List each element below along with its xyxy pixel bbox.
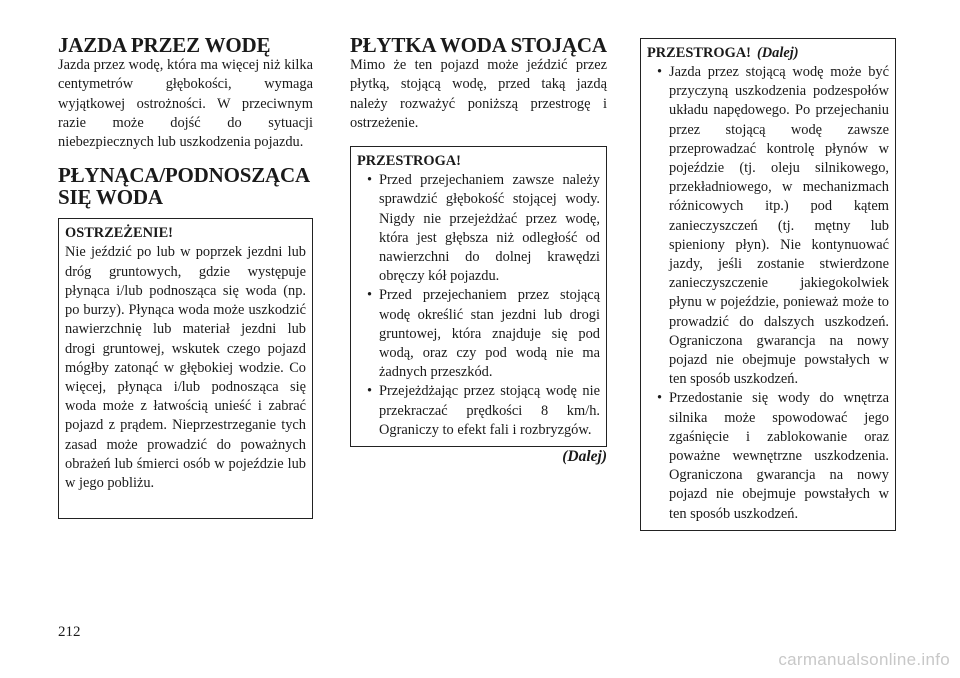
bullet-glyph: •: [657, 64, 663, 80]
left-column: [58, 34, 313, 519]
caution-box-continued: [640, 38, 896, 531]
caution-box: [350, 146, 607, 447]
watermark: carmanualsonline.info: [778, 650, 950, 669]
bullet-glyph: •: [367, 287, 373, 304]
heading-flowing-water-line2: SIĘ WODA: [58, 185, 163, 210]
caution-item: • Jazda przez stojącą wodę może być przyczyną uszkodzenia podzespołów układu napędowego. Po przejechaniu przez stojącą wodę zawsze przeprowadzać kontrolę płynów w pojeździe (tj. oleju silnikowego, przekładniowego, w mechanizmach różnicowych itp.) pod kątem zanieczyszczeń (tj. mętny lub spieniony płyn). Nie kontynuować jazdy, jeśli zostanie stwierdzone zanieczyszczenie jakiegokolwiek płynu w pojeździe, ponieważ może to prowadzić do dalszych uszkodzeń. Ograniczona gwarancja na nowy pojazd nie obejmuje powstałych w ten sposób uszkodzeń.: [657, 64, 889, 388]
heading-shallow-standing-water: PŁYTKA WODA STOJĄCA: [350, 33, 607, 57]
heading-driving-through-water: JAZDA PRZEZ WODĘ: [58, 33, 271, 57]
warning-text: Nie jeździć po lub w poprzek jezdni lub dróg gruntowych, gdzie występuje płynąca i/lub podnosząca się woda (np. po burzy). Płynąca woda może uszkodzić nawierzchnię lub materiał jezdni lub drogi gruntowej, wskutek czego pojazd mógłby zatonąć w głębokiej wodzie. Co więcej, płynąca i/lub podnosząca się woda może z łatwością unieść i zabrać pojazd z prądem. Nieprzestrzeganie tych zasad może prowadzić do poważnych obrażeń lub śmierci osób w pojeździe lub w jego pobliżu.: [65, 244, 306, 491]
heading-flowing-water: [58, 164, 313, 208]
middle-column: [350, 34, 607, 466]
caution-item: • Przedostanie się wody do wnętrza silnika może spowodować jego zgaśnięcie i zablokowanie oraz poważne wewnętrzne uszkodzenia. Ograniczona gwarancja na nowy pojazd nie obejmuje powstałych w ten sposób uszkodzeń.: [657, 390, 889, 522]
caution-item: • Przed przejechaniem zawsze należy sprawdzić głębokość stojącej wody. Nigdy nie przejeżdżać przez wodę, która jest głębsza niż odległość od nawierzchni do dolnej krawędzi obręczy kół pojazdu.: [367, 172, 600, 285]
intro-shallow-standing-water: Mimo że ten pojazd może jeździć przez płytką, stojącą wodę, przed taką jazdą należy rozważyć poniższą przestrogę i ostrzeżenie.: [350, 57, 607, 131]
heading-flowing-water-line1: PŁYNĄCA/PODNOSZĄCA: [58, 163, 310, 188]
caution-title: PRZESTROGA!: [357, 153, 461, 170]
caution-item: • Przed przejechaniem przez stojącą wodę określić stan jezdni lub drogi gruntowej, która znajduje się pod wodą, oraz czy pod wodą nie ma żadnych przeszkód.: [367, 287, 600, 381]
intro-driving-through-water: Jazda przez wodę, która ma więcej niż kilka centymetrów głębokości, wymaga wyjątkowej ostrożności. W przeciwnym razie może dojść do sytuacji niebezpiecznych lub uszkodzenia pojazdu.: [58, 57, 313, 151]
caution-title-continued: [647, 44, 889, 63]
caution-title-text: PRZESTROGA!: [647, 45, 751, 61]
warning-title: OSTRZEŻENIE!: [65, 225, 173, 242]
bullet-glyph: •: [367, 172, 373, 189]
bullet-glyph: •: [657, 390, 663, 407]
bullet-glyph: •: [367, 383, 373, 400]
caution-list: [357, 171, 600, 440]
warning-box: [58, 218, 313, 519]
page-number: 212: [58, 624, 81, 640]
continued-label: (Dalej): [562, 448, 607, 466]
right-column: [640, 38, 896, 531]
continued-inline-label: (Dalej): [756, 45, 799, 61]
caution-list-continued: [647, 63, 889, 524]
caution-item: • Przejeżdżając przez stojącą wodę nie przekraczać prędkości 8 km/h. Ograniczy to efekt fali i rozbryzgów.: [367, 383, 600, 438]
